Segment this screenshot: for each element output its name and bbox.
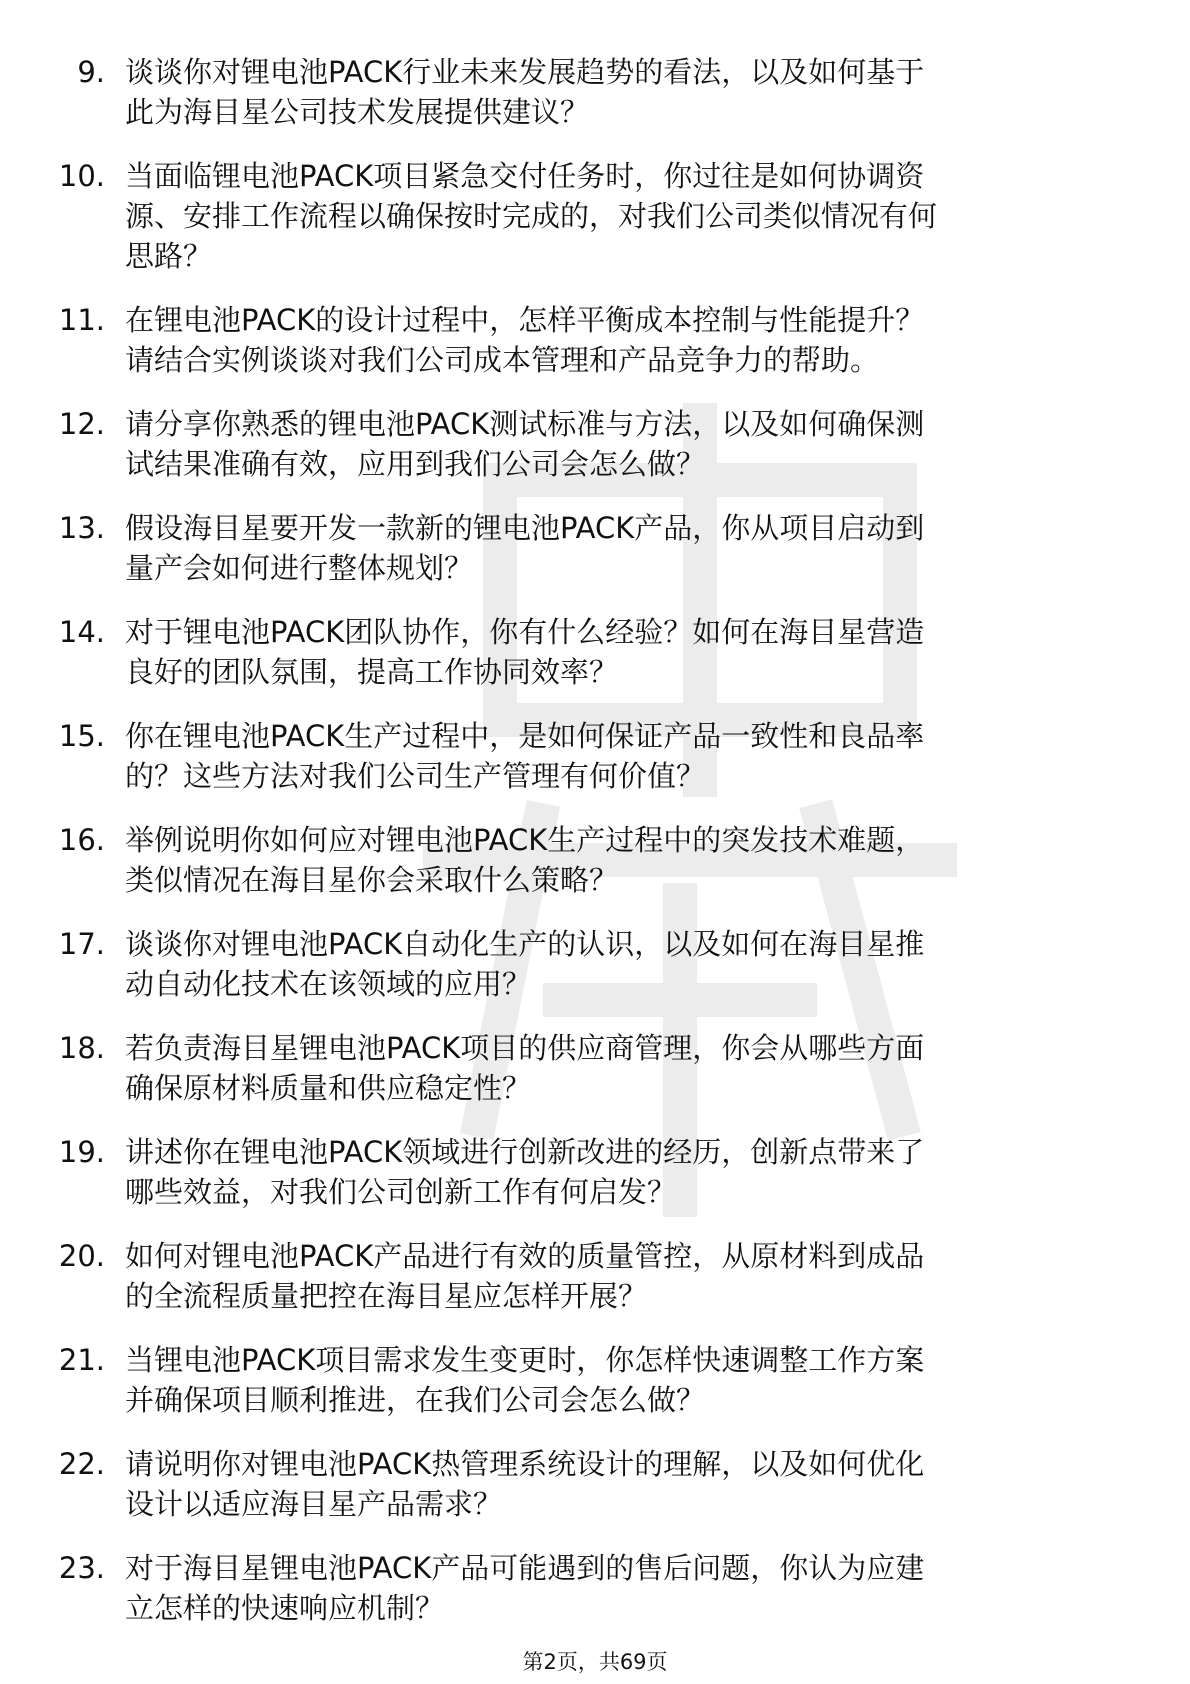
- question-text: 讲述你在锂电池PACK领域进行创新改进的经历，创新点带来了 哪些效益，对我们公司创新工作有何启发？: [125, 1135, 925, 1209]
- question-item: [0, 1236, 1190, 1316]
- question-item: [0, 1548, 1190, 1628]
- question-text: 当锂电池PACK项目需求发生变更时，你怎样快速调整工作方案 并确保项目顺利推进，在我们公司会怎么做？: [125, 1343, 925, 1417]
- question-text: 对于海目星锂电池PACK产品可能遇到的售后问题，你认为应建 立怎样的快速响应机制？: [125, 1551, 925, 1625]
- question-item: [0, 1444, 1190, 1524]
- question-text: 若负责海目星锂电池PACK项目的供应商管理，你会从哪些方面 确保原材料质量和供应稳定性？: [125, 1031, 925, 1105]
- question-number: 12.: [58, 407, 105, 441]
- question-number: 21.: [58, 1343, 105, 1377]
- question-number: 23.: [58, 1551, 105, 1585]
- question-text: 你在锂电池PACK生产过程中，是如何保证产品一致性和良品率 的？这些方法对我们公司生产管理有何价值？: [125, 719, 925, 793]
- question-item: [0, 52, 1190, 132]
- question-number: 9.: [77, 55, 105, 89]
- question-number: 18.: [58, 1031, 105, 1065]
- question-item: [0, 1340, 1190, 1420]
- question-item: [0, 1132, 1190, 1212]
- question-text: 当面临锂电池PACK项目紧急交付任务时，你过往是如何协调资 源、安排工作流程以确保按时完成的，对我们公司类似情况有何 思路？: [125, 159, 938, 273]
- question-number: 13.: [58, 511, 105, 545]
- question-number: 22.: [58, 1447, 105, 1481]
- question-text: 对于锂电池PACK团队协作，你有什么经验？如何在海目星营造 良好的团队氛围，提高工作协同效率？: [125, 615, 925, 689]
- question-number: 10.: [58, 159, 105, 193]
- question-number: 17.: [58, 927, 105, 961]
- question-text: 假设海目星要开发一款新的锂电池PACK产品，你从项目启动到 量产会如何进行整体规划？: [125, 511, 925, 585]
- question-text: 谈谈你对锂电池PACK行业未来发展趋势的看法，以及如何基于 此为海目星公司技术发展提供建议？: [125, 55, 925, 129]
- question-item: [0, 612, 1190, 692]
- question-item: [0, 716, 1190, 796]
- question-text: 谈谈你对锂电池PACK自动化生产的认识，以及如何在海目星推 动自动化技术在该领域的应用？: [125, 927, 925, 1001]
- question-item: [0, 300, 1190, 380]
- question-list: [0, 52, 1190, 1652]
- question-number: 16.: [58, 823, 105, 857]
- question-item: [0, 508, 1190, 588]
- question-text: 请说明你对锂电池PACK热管理系统设计的理解，以及如何优化 设计以适应海目星产品需求？: [125, 1447, 925, 1521]
- question-text: 举例说明你如何应对锂电池PACK生产过程中的突发技术难题， 类似情况在海目星你会采取什么策略？: [125, 823, 925, 897]
- question-item: [0, 924, 1190, 1004]
- question-item: [0, 820, 1190, 900]
- question-number: 15.: [58, 719, 105, 753]
- question-number: 14.: [58, 615, 105, 649]
- question-number: 19.: [58, 1135, 105, 1169]
- question-text: 请分享你熟悉的锂电池PACK测试标准与方法，以及如何确保测 试结果准确有效，应用到我们公司会怎么做？: [125, 407, 925, 481]
- question-text: 如何对锂电池PACK产品进行有效的质量管控，从原材料到成品 的全流程质量把控在海目星应怎样开展？: [125, 1239, 925, 1313]
- question-text: 在锂电池PACK的设计过程中，怎样平衡成本控制与性能提升？ 请结合实例谈谈对我们公司成本管理和产品竞争力的帮助。: [125, 303, 925, 377]
- question-item: [0, 1028, 1190, 1108]
- question-item: [0, 404, 1190, 484]
- question-number: 20.: [58, 1239, 105, 1273]
- question-number: 11.: [58, 303, 105, 337]
- question-item: [0, 156, 1190, 276]
- page-footer: 第2页，共69页: [522, 1650, 668, 1674]
